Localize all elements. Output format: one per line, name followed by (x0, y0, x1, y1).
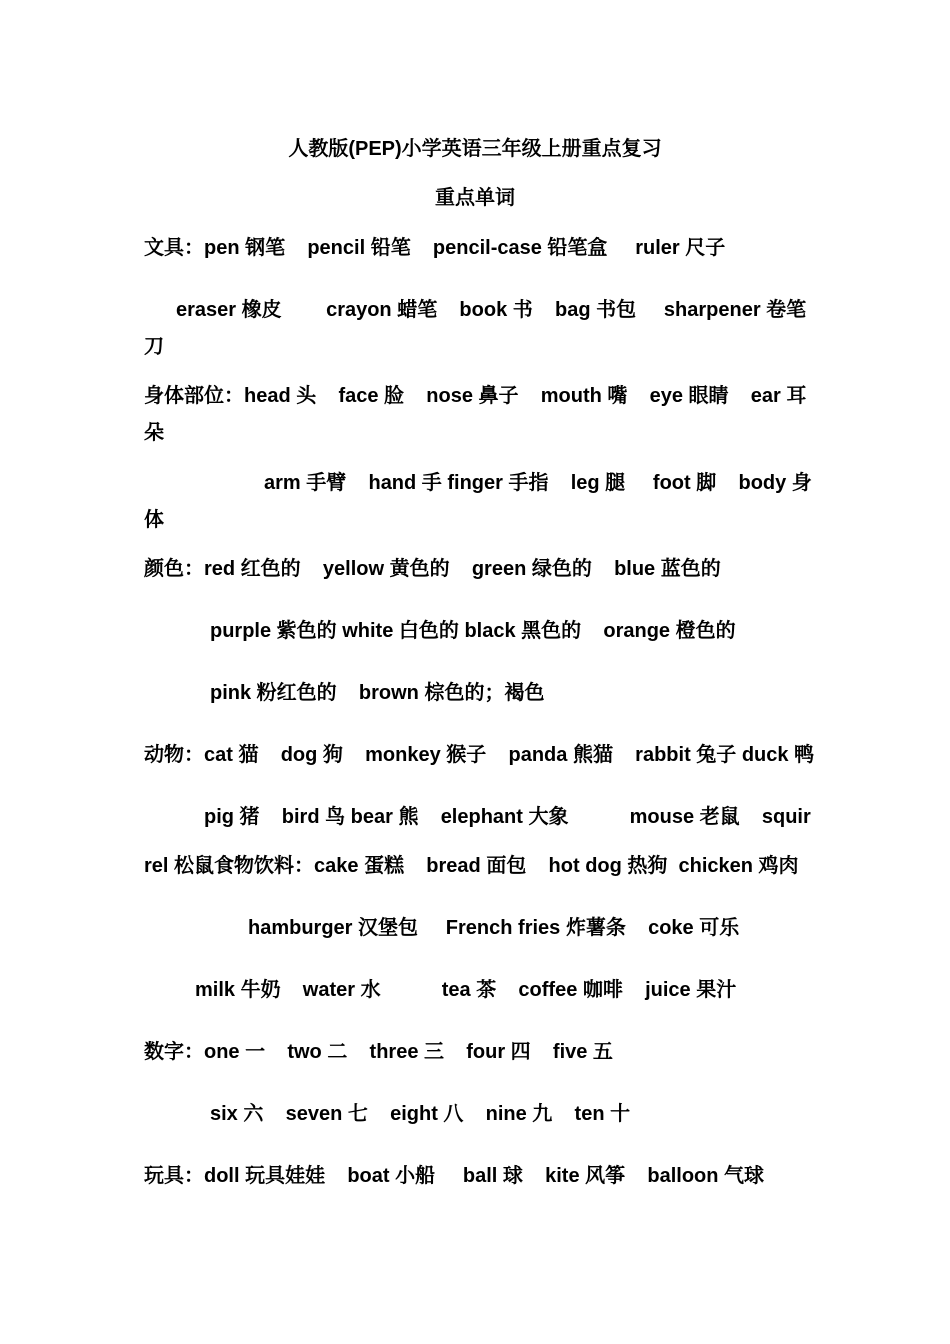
vocab-line-food-2: hamburger 汉堡包 French fries 炸薯条 coke 可乐 (248, 917, 740, 939)
vocab-line-colors-3: pink 粉红色的 brown 棕色的；褐色 (210, 682, 545, 704)
vocab-line-body-3: arm 手臂 hand 手 finger 手指 leg 腿 foot 脚 body 身 (264, 472, 812, 494)
vocab-line-colors-2: purple 紫色的 white 白色的 black 黑色的 orange 橙色的 (210, 620, 736, 642)
vocab-line-stationery-1: 文具：pen 钢笔 pencil 铅笔 pencil-case 铅笔盒 ruler 尺子 (144, 237, 726, 259)
vocab-line-toys: 玩具：doll 玩具娃娃 boat 小船 ball 球 kite 风筝 balloon 气球 (144, 1165, 765, 1187)
vocab-line-body-4: 体 (144, 509, 164, 531)
vocab-line-animals-1: 动物：cat 猫 dog 狗 monkey 猴子 panda 熊猫 rabbit 兔子 duck 鸭 (144, 744, 815, 766)
vocab-line-stationery-2: eraser 橡皮 crayon 蜡笔 book 书 bag 书包 sharpener 卷笔 (176, 299, 807, 321)
vocab-line-numbers-1: 数字：one 一 two 二 three 三 four 四 five 五 (144, 1041, 613, 1063)
vocab-line-numbers-2: six 六 seven 七 eight 八 nine 九 ten 十 (210, 1103, 631, 1125)
vocab-line-body-2: 朵 (144, 422, 164, 444)
vocab-line-stationery-3: 刀 (144, 336, 164, 358)
vocab-line-colors-1: 颜色：red 红色的 yellow 黄色的 green 绿色的 blue 蓝色的 (144, 558, 721, 580)
section-heading: 重点单词 (435, 187, 515, 209)
vocab-line-body-1: 身体部位：head 头 face 脸 nose 鼻子 mouth 嘴 eye 眼睛 ear 耳 (144, 385, 807, 407)
vocab-line-animals-2: pig 猪 bird 鸟 bear 熊 elephant 大象 mouse 老鼠 squir (204, 806, 811, 828)
vocab-line-food-3: milk 牛奶 water 水 tea 茶 coffee 咖啡 juice 果汁 (195, 979, 737, 1001)
document-title: 人教版(PEP)小学英语三年级上册重点复习 (288, 138, 662, 160)
vocab-line-food-1: rel 松鼠食物饮料：cake 蛋糕 bread 面包 hot dog 热狗 chicken 鸡肉 (144, 855, 799, 877)
